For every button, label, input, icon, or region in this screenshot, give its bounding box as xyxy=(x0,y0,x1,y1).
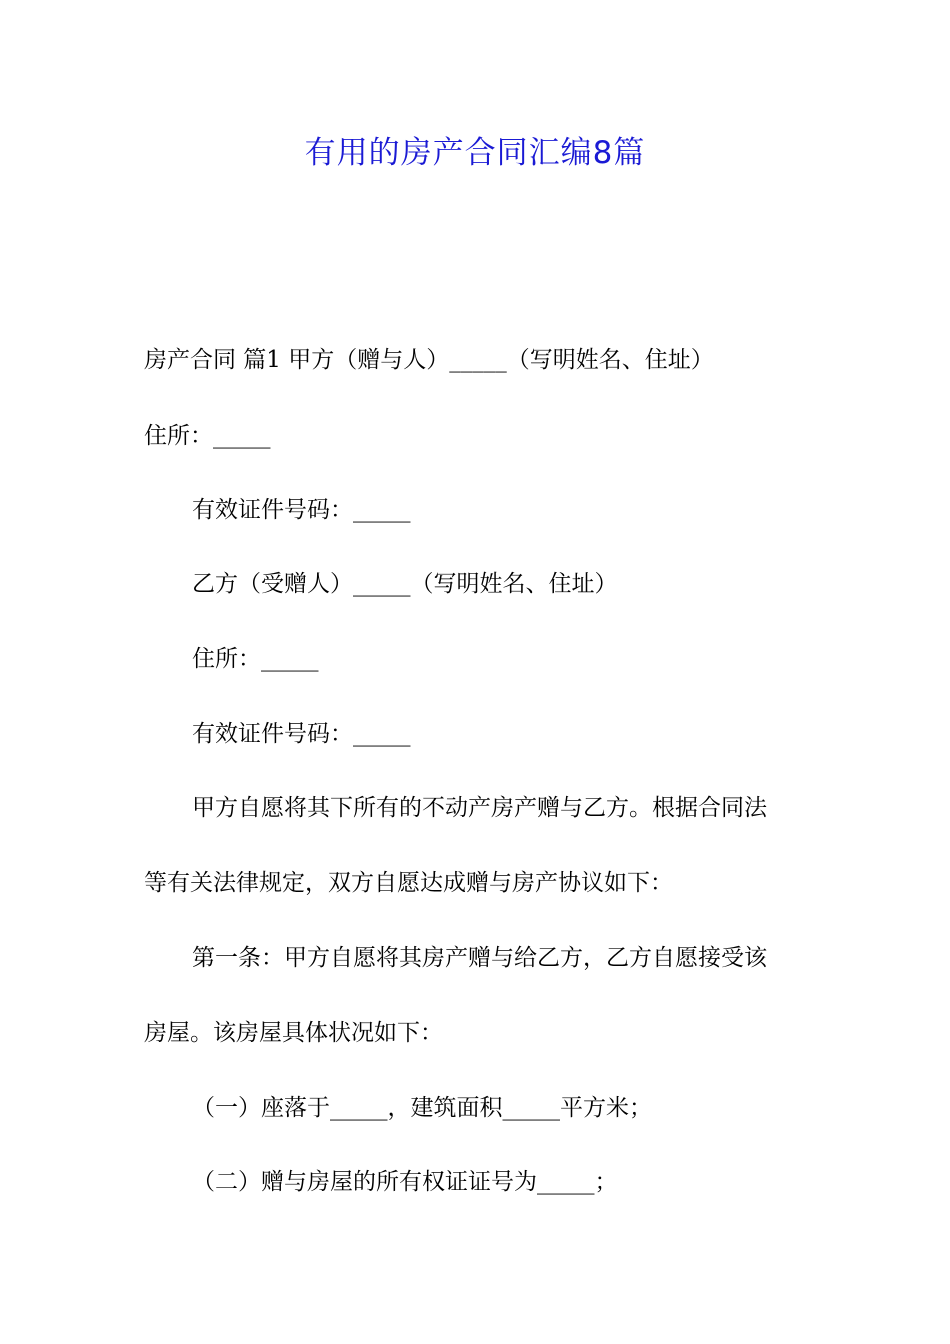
article-one-line: 房屋。该房屋具体状况如下： xyxy=(144,1020,443,1046)
party-a-id-line: 有效证件号码：_____ xyxy=(192,497,411,523)
party-b-id-line: 有效证件号码：_____ xyxy=(192,721,411,747)
party-a-address-line: 住所：_____ xyxy=(144,423,271,449)
party-b-address-line: 住所：_____ xyxy=(192,646,319,672)
paragraph-line: 等有关法律规定，双方自愿达成赠与房产协议如下： xyxy=(144,870,673,896)
paragraph-line: 甲方自愿将其下所有的不动产房产赠与乙方。根据合同法 xyxy=(192,795,767,821)
party-b-line: 乙方（受赠人）_____（写明姓名、住址） xyxy=(192,571,618,597)
document-title: 有用的房产合同汇编8篇 xyxy=(304,135,646,171)
article-one-line: 第一条：甲方自愿将其房产赠与给乙方，乙方自愿接受该 xyxy=(192,945,767,971)
contract-heading-party-a-line: 房产合同 篇1 甲方（赠与人）_____（写明姓名、住址） xyxy=(144,347,714,373)
clause-two-line: （二）赠与房屋的所有权证证号为_____； xyxy=(192,1169,618,1195)
clause-one-line: （一）座落于_____，建筑面积_____平方米； xyxy=(192,1095,652,1121)
